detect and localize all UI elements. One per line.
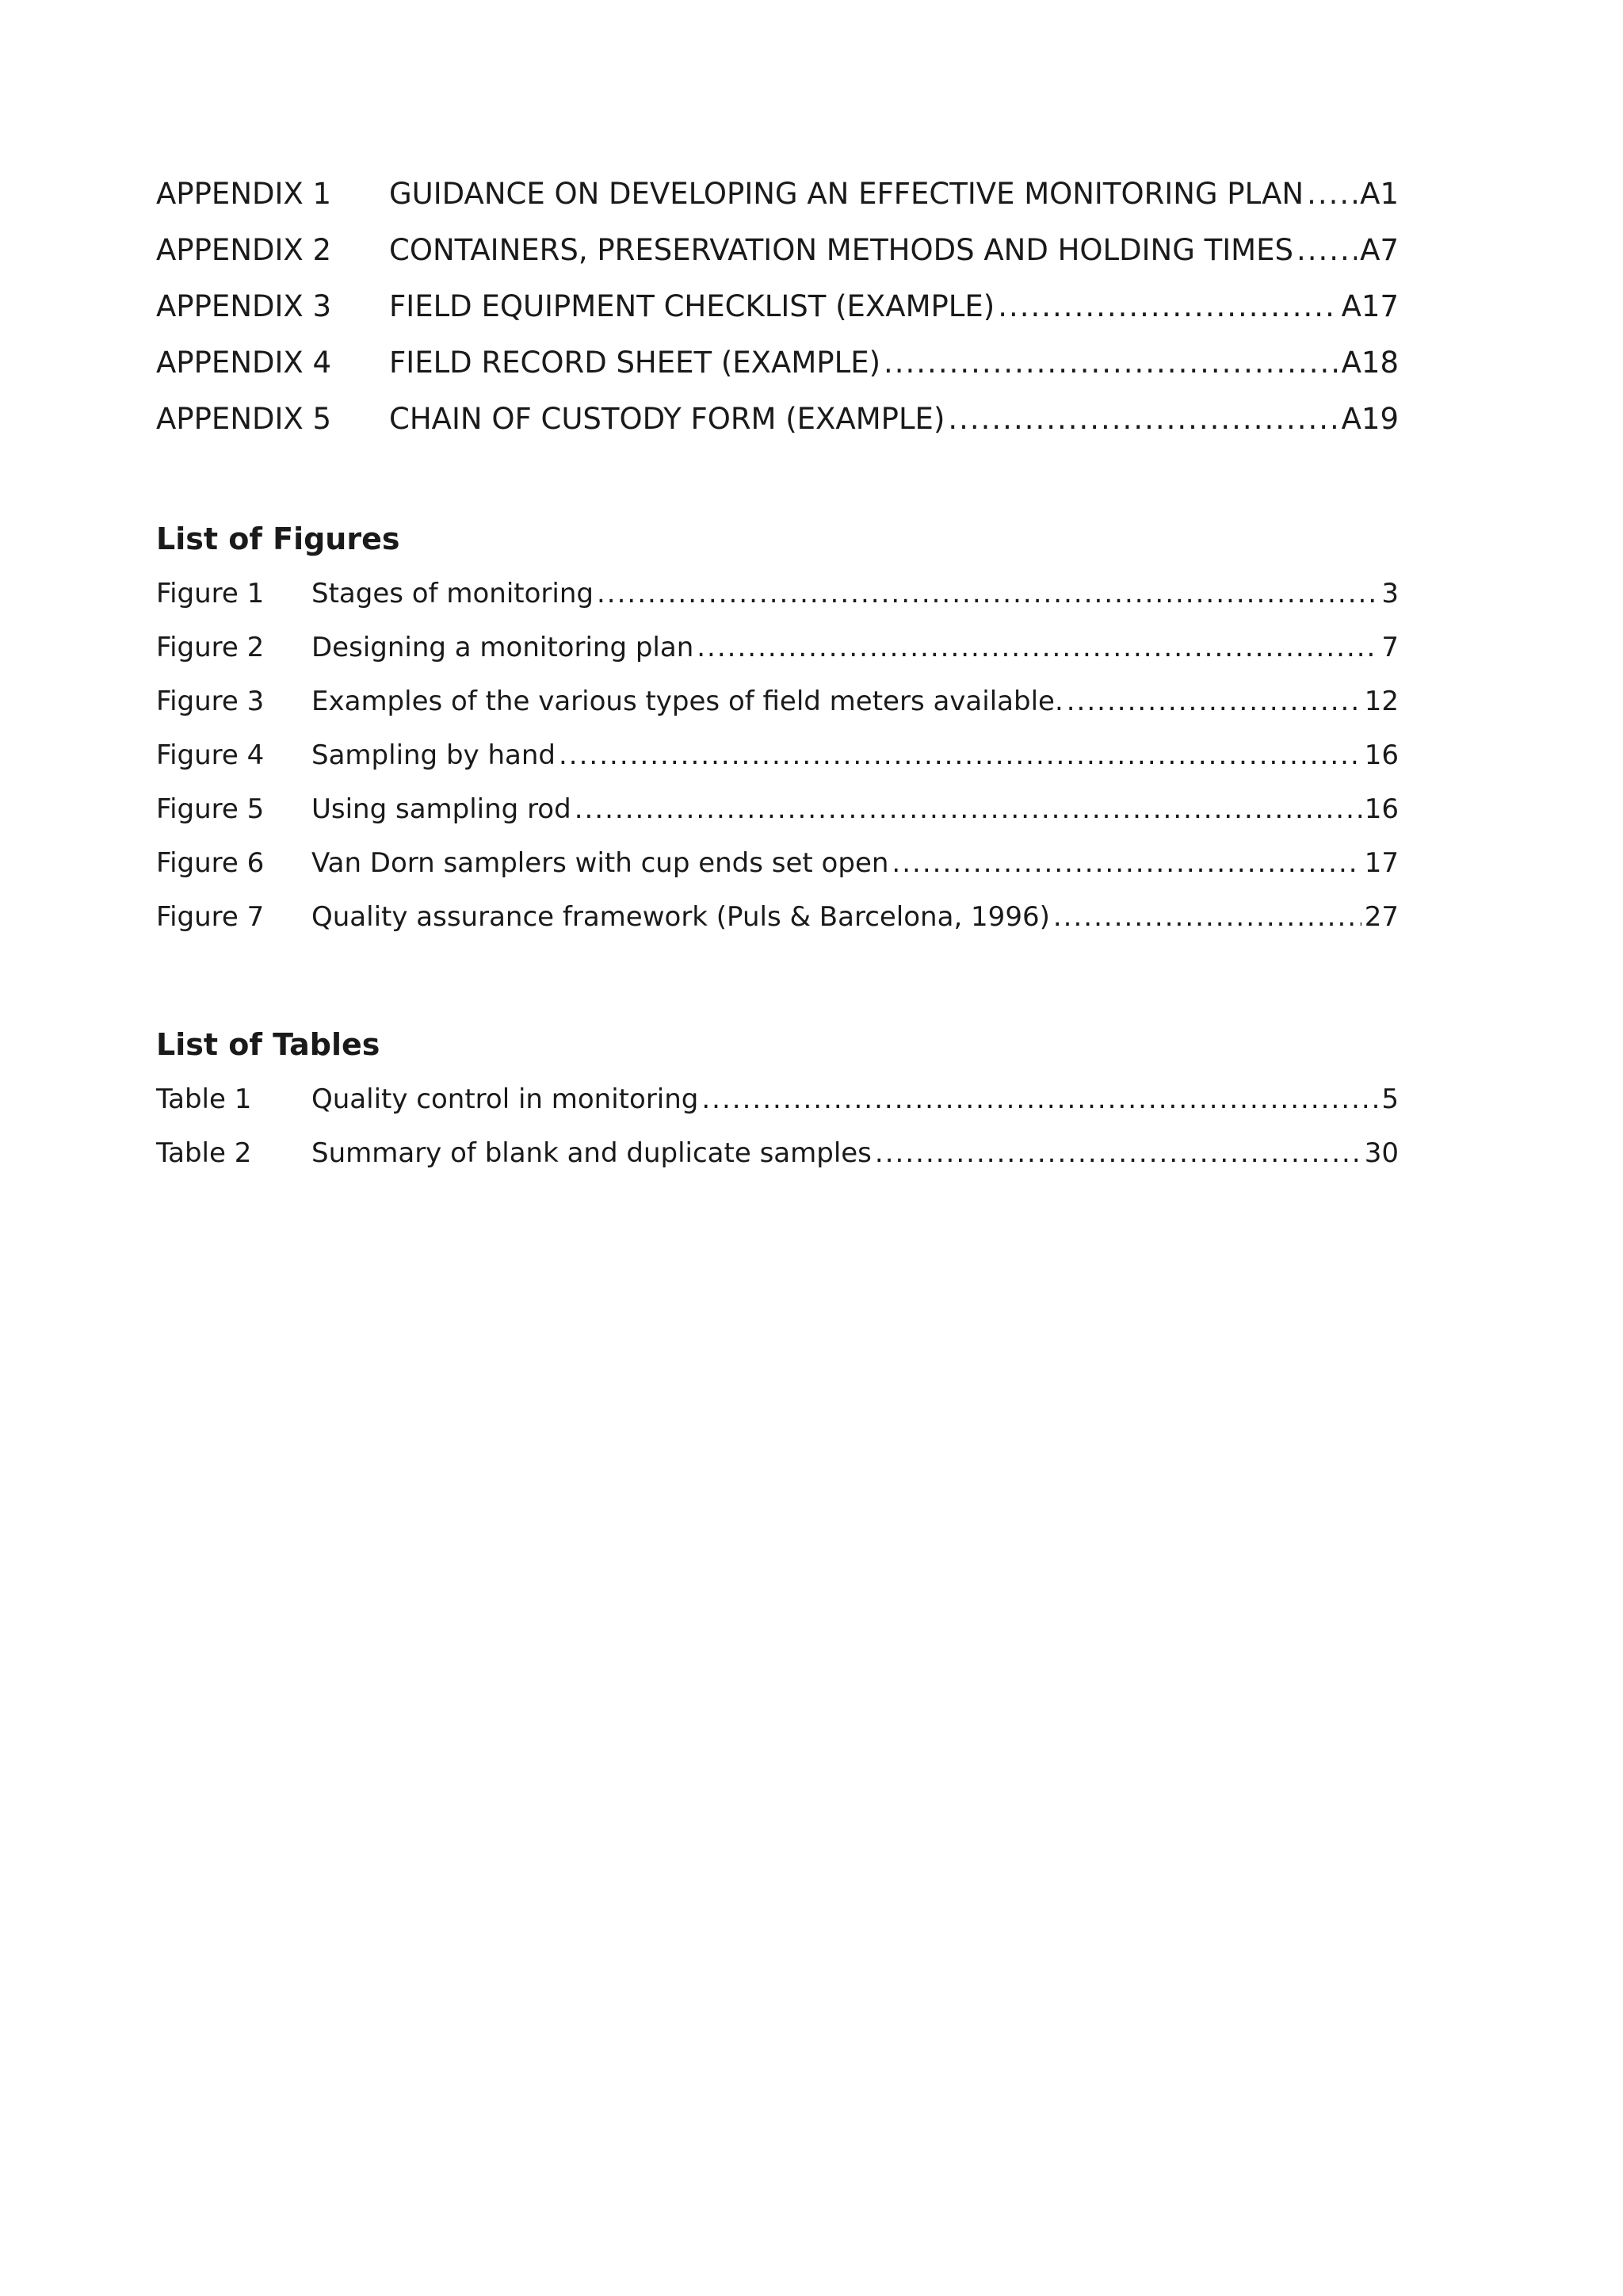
leader-dots (701, 1077, 1378, 1121)
figure-page-number: 3 (1381, 578, 1399, 609)
figure-entry[interactable] (156, 787, 1399, 841)
figure-entry[interactable] (156, 679, 1399, 733)
figure-label: Figure 6 (156, 847, 265, 879)
appendix-title: GUIDANCE ON DEVELOPING AN EFFECTIVE MONITORING PLAN (389, 177, 1304, 211)
leader-dots (875, 1131, 1361, 1175)
appendix-page-number: A19 (1341, 402, 1399, 436)
figure-page-number: 16 (1364, 739, 1399, 771)
leader-dots (892, 841, 1361, 885)
table-list (156, 1077, 1399, 1185)
leader-dots (559, 733, 1361, 777)
appendix-label: APPENDIX 5 (156, 402, 332, 436)
figure-page-number: 7 (1381, 632, 1399, 663)
table-entry[interactable] (156, 1131, 1399, 1185)
figure-title: Designing a monitoring plan (311, 632, 694, 663)
figure-label: Figure 3 (156, 686, 265, 717)
appendix-label: APPENDIX 3 (156, 289, 332, 323)
appendix-page-number: A1 (1360, 177, 1399, 211)
leader-dots (1067, 679, 1361, 724)
appendix-page-number: A18 (1341, 346, 1399, 380)
appendix-label: APPENDIX 4 (156, 346, 332, 380)
appendix-title: FIELD EQUIPMENT CHECKLIST (EXAMPLE) (389, 289, 995, 323)
appendix-list (156, 170, 1399, 452)
appendix-entry[interactable] (156, 283, 1399, 339)
leader-dots (948, 395, 1338, 443)
appendix-entry[interactable] (156, 227, 1399, 283)
figure-entry[interactable] (156, 895, 1399, 949)
figure-title: Stages of monitoring (311, 578, 594, 609)
figure-title: Sampling by hand (311, 739, 556, 771)
figure-page-number: 12 (1364, 686, 1399, 717)
appendix-page-number: A7 (1360, 233, 1399, 267)
table-label: Table 2 (156, 1137, 252, 1169)
table-entry[interactable] (156, 1077, 1399, 1131)
appendix-page-number: A17 (1341, 289, 1399, 323)
appendix-entry[interactable] (156, 170, 1399, 227)
figure-label: Figure 7 (156, 901, 265, 933)
figure-label: Figure 1 (156, 578, 265, 609)
list-of-figures-heading: List of Figures (156, 521, 400, 556)
figure-label: Figure 5 (156, 793, 265, 825)
table-title: Quality control in monitoring (311, 1083, 699, 1115)
table-page-number: 30 (1364, 1137, 1399, 1169)
figure-page-number: 16 (1364, 793, 1399, 825)
leader-dots (597, 571, 1378, 616)
appendix-title: CONTAINERS, PRESERVATION METHODS AND HOLDING TIMES (389, 233, 1293, 267)
figure-title: Using sampling rod (311, 793, 571, 825)
table-page-number: 5 (1381, 1083, 1399, 1115)
leader-dots (575, 787, 1361, 831)
figure-entry[interactable] (156, 571, 1399, 625)
appendix-entry[interactable] (156, 339, 1399, 395)
figure-entry[interactable] (156, 625, 1399, 679)
appendix-label: APPENDIX 2 (156, 233, 332, 267)
list-of-tables-heading: List of Tables (156, 1027, 380, 1062)
figure-title: Van Dorn samplers with cup ends set open (311, 847, 889, 879)
figure-page-number: 17 (1364, 847, 1399, 879)
figure-title: Quality assurance framework (Puls & Barcelona, 1996) (311, 901, 1050, 933)
figure-entry[interactable] (156, 841, 1399, 895)
leader-dots (1053, 895, 1361, 939)
appendix-title: CHAIN OF CUSTODY FORM (EXAMPLE) (389, 402, 945, 436)
leader-dots (1307, 170, 1357, 218)
figure-label: Figure 2 (156, 632, 265, 663)
leader-dots (884, 339, 1338, 387)
figure-entry[interactable] (156, 733, 1399, 787)
figure-title: Examples of the various types of field meters available. (311, 686, 1064, 717)
leader-dots (998, 283, 1338, 330)
leader-dots (1296, 227, 1357, 274)
appendix-entry[interactable] (156, 395, 1399, 452)
leader-dots (697, 625, 1378, 670)
figure-label: Figure 4 (156, 739, 265, 771)
table-title: Summary of blank and duplicate samples (311, 1137, 872, 1169)
appendix-label: APPENDIX 1 (156, 177, 332, 211)
appendix-title: FIELD RECORD SHEET (EXAMPLE) (389, 346, 881, 380)
table-label: Table 1 (156, 1083, 252, 1115)
figure-page-number: 27 (1364, 901, 1399, 933)
figure-list (156, 571, 1399, 949)
